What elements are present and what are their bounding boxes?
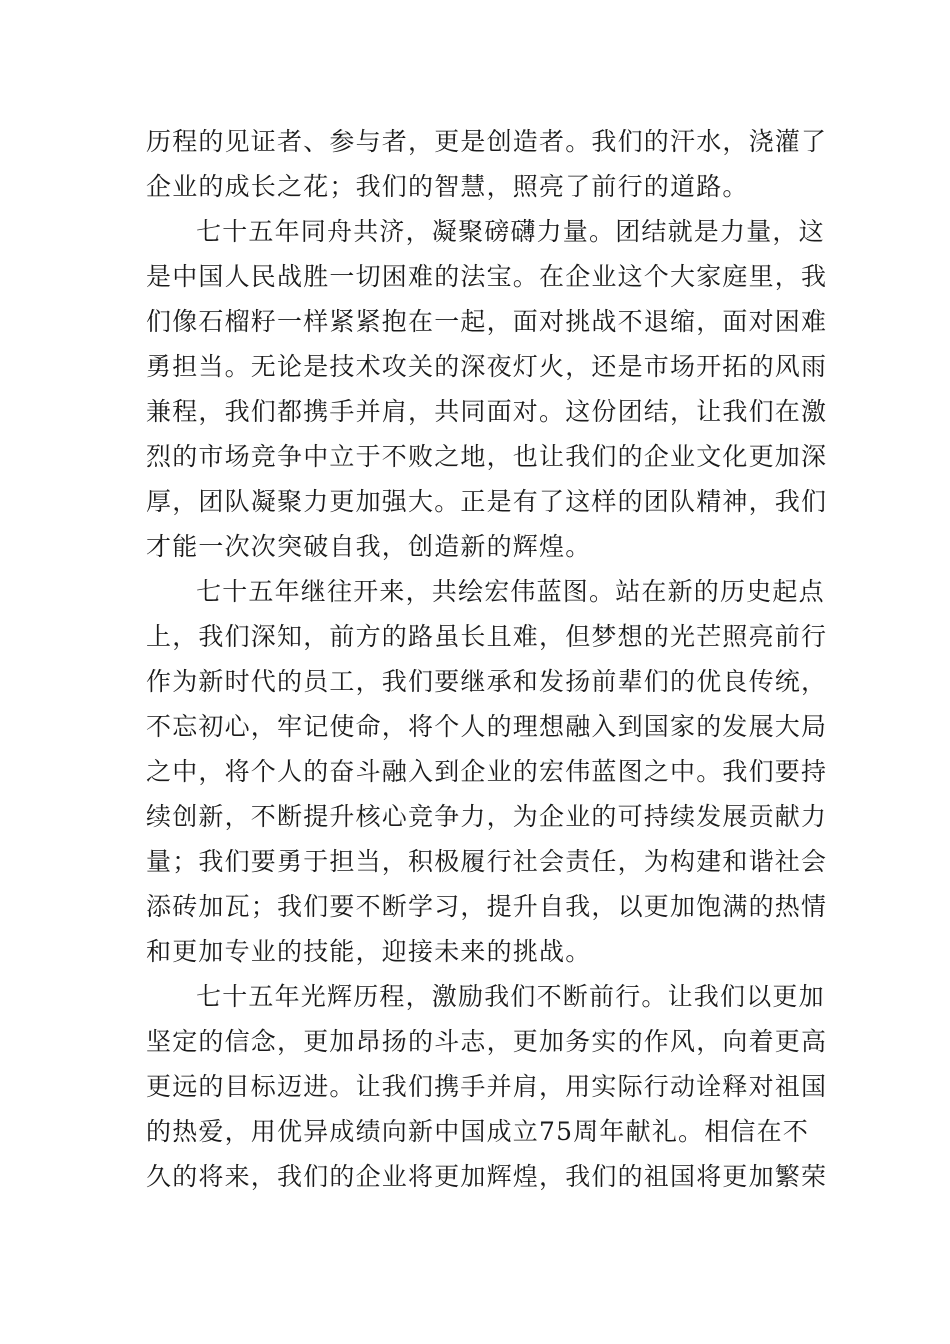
text-line: 坚定的信念，更加昂扬的斗志，更加务实的作风，向着更高	[146, 1027, 828, 1056]
text-line: 的热爱，用优异成绩向新中国成立75周年献礼。相信在不	[146, 1117, 810, 1146]
text-line: 烈的市场竞争中立于不败之地，也让我们的企业文化更加深	[146, 442, 828, 471]
text-line: 之中，将个人的奋斗融入到企业的宏伟蓝图之中。我们要持	[146, 757, 828, 786]
text-line: 企业的成长之花；我们的智慧，照亮了前行的道路。	[146, 172, 749, 201]
paragraph-first-line: 七十五年光辉历程，激励我们不断前行。让我们以更加	[196, 982, 825, 1011]
text-line: 是中国人民战胜一切困难的法宝。在企业这个大家庭里，我	[146, 262, 828, 291]
text-line: 不忘初心，牢记使命，将个人的理想融入到国家的发展大局	[146, 712, 828, 741]
text-line: 久的将来，我们的企业将更加辉煌，我们的祖国将更加繁荣	[146, 1162, 828, 1191]
text-line: 续创新，不断提升核心竞争力，为企业的可持续发展贡献力	[146, 802, 828, 831]
text-line: 量；我们要勇于担当，积极履行社会责任，为构建和谐社会	[146, 847, 828, 876]
text-line: 勇担当。无论是技术攻关的深夜灯火，还是市场开拓的风雨	[146, 352, 828, 381]
text-line: 历程的见证者、参与者，更是创造者。我们的汗水，浇灌了	[146, 127, 828, 156]
text-line: 才能一次次突破自我，创造新的辉煌。	[146, 532, 592, 561]
text-line: 厚，团队凝聚力更加强大。正是有了这样的团队精神，我们	[146, 487, 828, 516]
text-line: 作为新时代的员工，我们要继承和发扬前辈们的优良传统，	[146, 667, 828, 696]
text-line: 上，我们深知，前方的路虽长且难，但梦想的光芒照亮前行	[146, 622, 828, 651]
text-line: 添砖加瓦；我们要不断学习，提升自我，以更加饱满的热情	[146, 892, 828, 921]
text-line: 们像石榴籽一样紧紧抱在一起，面对挑战不退缩，面对困难	[146, 307, 828, 336]
paragraph-first-line: 七十五年继往开来，共绘宏伟蓝图。站在新的历史起点	[196, 577, 825, 606]
paragraph-first-line: 七十五年同舟共济，凝聚磅礴力量。团结就是力量，这	[196, 217, 825, 246]
text-line: 兼程，我们都携手并肩，共同面对。这份团结，让我们在激	[146, 397, 828, 426]
text-line: 更远的目标迈进。让我们携手并肩，用实际行动诠释对祖国	[146, 1072, 828, 1101]
text-line: 和更加专业的技能，迎接未来的挑战。	[146, 937, 592, 966]
